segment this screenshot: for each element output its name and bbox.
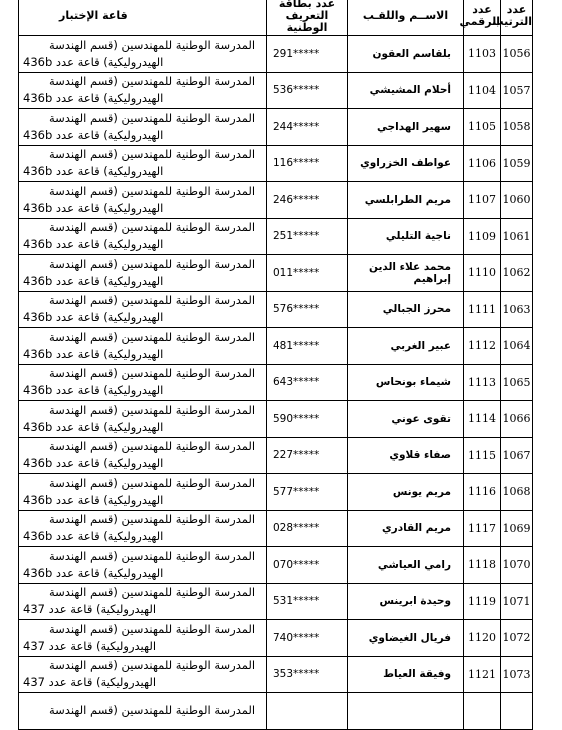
- candidate-number-cell: 1117: [464, 510, 501, 547]
- exam-hall-cell: [19, 474, 267, 511]
- exam-hall-line-1: المدرسة الوطنية للمهندسين (قسم الهندسة: [49, 402, 256, 417]
- candidate-name-cell: محمد علاء الدين إبراهيم: [348, 255, 464, 292]
- exam-hall-line-2: الهيدروليكية) قاعة عدد 436b: [23, 310, 164, 325]
- table-row: [19, 218, 533, 255]
- candidate-number-cell: 1107: [464, 182, 501, 219]
- candidate-number-cell: 1104: [464, 72, 501, 109]
- exam-hall-line-2: الهيدروليكية) قاعة عدد 436b: [23, 200, 164, 215]
- order-number-cell: 1067: [501, 437, 533, 474]
- national-id-cell: 028*****: [267, 510, 348, 547]
- candidate-name-cell: سهير الهداجي: [348, 109, 464, 146]
- candidate-number-cell: 1110: [464, 255, 501, 292]
- candidate-number-cell: 1109: [464, 218, 501, 255]
- candidate-name-cell: ناجية التليلي: [348, 218, 464, 255]
- exam-hall-cell: [19, 620, 267, 657]
- national-id-cell: 227*****: [267, 437, 348, 474]
- exam-hall-line-1: المدرسة الوطنية للمهندسين (قسم الهندسة: [49, 183, 256, 198]
- national-id-cell: 576*****: [267, 291, 348, 328]
- national-id-cell: 070*****: [267, 547, 348, 584]
- exam-hall-cell: [19, 145, 267, 182]
- exam-hall-line-1: المدرسة الوطنية للمهندسين (قسم الهندسة: [49, 512, 256, 527]
- candidates-table: [18, 0, 533, 730]
- header-national-id: [267, 0, 348, 36]
- national-id-cell: 531*****: [267, 583, 348, 620]
- national-id-cell: 251*****: [267, 218, 348, 255]
- candidate-name-cell: مريم يونس: [348, 474, 464, 511]
- table-row: [19, 255, 533, 292]
- candidate-name-cell: صفاء قلاوي: [348, 437, 464, 474]
- exam-hall-line-2: الهيدروليكية) قاعة عدد 436b: [23, 91, 164, 106]
- table-row: [19, 656, 533, 693]
- candidate-number-cell: 1121: [464, 656, 501, 693]
- exam-hall-line-2: الهيدروليكية) قاعة عدد 436b: [23, 492, 164, 507]
- candidate-number-cell: 1112: [464, 328, 501, 365]
- exam-hall-cell: [19, 656, 267, 693]
- header-national-id-line2: التعريف الوطنية: [285, 9, 329, 34]
- candidate-name-cell: رامي العياشي: [348, 547, 464, 584]
- candidate-number-cell: 1120: [464, 620, 501, 657]
- candidate-number-cell: 1119: [464, 583, 501, 620]
- exam-hall-cell: [19, 218, 267, 255]
- order-number-cell: 1066: [501, 401, 533, 438]
- order-number-cell: [501, 693, 533, 730]
- exam-hall-line-2: الهيدروليكية) قاعة عدد 436b: [23, 237, 164, 252]
- table-row: [19, 620, 533, 657]
- exam-hall-cell: [19, 401, 267, 438]
- exam-hall-cell: [19, 182, 267, 219]
- national-id-cell: 116*****: [267, 145, 348, 182]
- exam-hall-cell: [19, 510, 267, 547]
- national-id-cell: 643*****: [267, 364, 348, 401]
- table-header-row: [19, 0, 533, 36]
- exam-hall-cell: [19, 291, 267, 328]
- order-number-cell: 1070: [501, 547, 533, 584]
- exam-hall-line-1: المدرسة الوطنية للمهندسين (قسم الهندسة: [49, 147, 256, 162]
- candidate-name-cell: شيماء بونحاس: [348, 364, 464, 401]
- exam-hall-cell: [19, 547, 267, 584]
- candidate-name-cell: بلقاسم العقون: [348, 36, 464, 73]
- exam-hall-line-1: المدرسة الوطنية للمهندسين (قسم الهندسة: [49, 621, 256, 636]
- exam-hall-line-2: الهيدروليكية) قاعة عدد 436b: [23, 164, 164, 179]
- exam-hall-cell: [19, 36, 267, 73]
- header-exam-hall: قاعة الإختبار: [19, 0, 267, 36]
- national-id-cell: 011*****: [267, 255, 348, 292]
- header-candidate-number: عدد الرقمي: [464, 0, 501, 36]
- order-number-cell: 1068: [501, 474, 533, 511]
- table-row: [19, 328, 533, 365]
- exam-hall-line-2: الهيدروليكية) قاعة عدد 436b: [23, 346, 164, 361]
- exam-hall-line-2: الهيدروليكية) قاعة عدد 436b: [23, 565, 164, 580]
- table-row: [19, 693, 533, 730]
- exam-hall-cell: [19, 693, 267, 730]
- exam-hall-line-2: الهيدروليكية) قاعة عدد 436b: [23, 419, 164, 434]
- candidate-name-cell: محرز الجبالي: [348, 291, 464, 328]
- candidate-name-cell: تقوى عوني: [348, 401, 464, 438]
- exam-hall-line-1: المدرسة الوطنية للمهندسين (قسم الهندسة: [49, 110, 256, 125]
- exam-hall-cell: [19, 255, 267, 292]
- exam-hall-line-1: المدرسة الوطنية للمهندسين (قسم الهندسة: [49, 37, 256, 52]
- candidate-name-cell: [348, 693, 464, 730]
- exam-hall-cell: [19, 364, 267, 401]
- candidate-number-cell: 1105: [464, 109, 501, 146]
- order-number-cell: 1062: [501, 255, 533, 292]
- candidate-number-cell: 1116: [464, 474, 501, 511]
- exam-hall-line-1: المدرسة الوطنية للمهندسين (قسم الهندسة: [49, 658, 256, 673]
- header-order-number: عدد الترتيب: [501, 0, 533, 36]
- candidate-name-cell: أحلام المشيشي: [348, 72, 464, 109]
- candidate-name-cell: مريم القادري: [348, 510, 464, 547]
- national-id-cell: 590*****: [267, 401, 348, 438]
- table-row: [19, 401, 533, 438]
- order-number-cell: 1073: [501, 656, 533, 693]
- exam-hall-line-1: المدرسة الوطنية للمهندسين (قسم الهندسة: [49, 256, 256, 271]
- candidate-name-cell: عواطف الخزراوي: [348, 145, 464, 182]
- order-number-cell: 1059: [501, 145, 533, 182]
- table-row: [19, 145, 533, 182]
- exam-hall-cell: [19, 437, 267, 474]
- candidate-number-cell: 1111: [464, 291, 501, 328]
- exam-hall-line-2: الهيدروليكية) قاعة عدد 437: [23, 675, 157, 690]
- table-row: [19, 291, 533, 328]
- table-row: [19, 510, 533, 547]
- national-id-cell: 536*****: [267, 72, 348, 109]
- exam-hall-cell: [19, 328, 267, 365]
- order-number-cell: 1058: [501, 109, 533, 146]
- exam-hall-line-1: المدرسة الوطنية للمهندسين (قسم الهندسة: [49, 220, 256, 235]
- candidate-number-cell: 1103: [464, 36, 501, 73]
- order-number-cell: 1057: [501, 72, 533, 109]
- order-number-cell: 1065: [501, 364, 533, 401]
- exam-hall-line-1: المدرسة الوطنية للمهندسين (قسم الهندسة: [49, 548, 256, 563]
- order-number-cell: 1069: [501, 510, 533, 547]
- candidate-name-cell: مريم الطرابلسي: [348, 182, 464, 219]
- exam-hall-cell: [19, 583, 267, 620]
- candidate-number-cell: 1114: [464, 401, 501, 438]
- table-row: [19, 474, 533, 511]
- table-row: [19, 36, 533, 73]
- order-number-cell: 1064: [501, 328, 533, 365]
- candidate-number-cell: 1113: [464, 364, 501, 401]
- exam-hall-line-2: الهيدروليكية) قاعة عدد 437: [23, 638, 157, 653]
- national-id-cell: 353*****: [267, 656, 348, 693]
- candidate-number-cell: 1118: [464, 547, 501, 584]
- national-id-cell: 244*****: [267, 109, 348, 146]
- candidate-name-cell: عبير الغربي: [348, 328, 464, 365]
- order-number-cell: 1061: [501, 218, 533, 255]
- candidate-number-cell: [464, 693, 501, 730]
- candidate-name-cell: فريال الغيضاوي: [348, 620, 464, 657]
- national-id-cell: 740*****: [267, 620, 348, 657]
- exam-hall-line-2: الهيدروليكية) قاعة عدد 436b: [23, 54, 164, 69]
- exam-hall-line-1: المدرسة الوطنية للمهندسين (قسم الهندسة: [49, 439, 256, 454]
- exam-hall-cell: [19, 72, 267, 109]
- national-id-cell: 246*****: [267, 182, 348, 219]
- exam-hall-line-1: المدرسة الوطنية للمهندسين (قسم الهندسة: [49, 74, 256, 89]
- candidate-number-cell: 1106: [464, 145, 501, 182]
- national-id-cell: 291*****: [267, 36, 348, 73]
- table-row: [19, 109, 533, 146]
- order-number-cell: 1060: [501, 182, 533, 219]
- exam-hall-line-1: المدرسة الوطنية للمهندسين (قسم الهندسة: [49, 329, 256, 344]
- order-number-cell: 1063: [501, 291, 533, 328]
- order-number-cell: 1056: [501, 36, 533, 73]
- order-number-cell: 1071: [501, 583, 533, 620]
- header-full-name: الاســم واللقـب: [348, 0, 464, 36]
- table-row: [19, 583, 533, 620]
- national-id-cell: 481*****: [267, 328, 348, 365]
- exam-hall-line-1: المدرسة الوطنية للمهندسين (قسم الهندسة: [49, 366, 256, 381]
- exam-hall-line-1: المدرسة الوطنية للمهندسين (قسم الهندسة: [49, 585, 256, 600]
- national-id-cell: [267, 693, 348, 730]
- table-row: [19, 364, 533, 401]
- header-national-id-line1: عدد بطاقة: [278, 0, 336, 10]
- exam-hall-line-1: المدرسة الوطنية للمهندسين (قسم الهندسة: [49, 475, 256, 490]
- order-number-cell: 1072: [501, 620, 533, 657]
- exam-hall-line-2: الهيدروليكية) قاعة عدد 436b: [23, 529, 164, 544]
- exam-hall-line-2: الهيدروليكية) قاعة عدد 436b: [23, 383, 164, 398]
- table-row: [19, 547, 533, 584]
- exam-hall-cell: [19, 109, 267, 146]
- table-row: [19, 72, 533, 109]
- table-row: [19, 182, 533, 219]
- candidate-number-cell: 1115: [464, 437, 501, 474]
- exam-hall-line-2: الهيدروليكية) قاعة عدد 436b: [23, 456, 164, 471]
- exam-hall-line-2: الهيدروليكية) قاعة عدد 437: [23, 602, 157, 617]
- candidate-name-cell: وفيقة العياط: [348, 656, 464, 693]
- exam-hall-line-1: المدرسة الوطنية للمهندسين (قسم الهندسة: [49, 703, 256, 718]
- exam-hall-line-2: الهيدروليكية) قاعة عدد 436b: [23, 127, 164, 142]
- exam-hall-line-1: المدرسة الوطنية للمهندسين (قسم الهندسة: [49, 293, 256, 308]
- national-id-cell: 577*****: [267, 474, 348, 511]
- exam-hall-line-2: الهيدروليكية) قاعة عدد 436b: [23, 273, 164, 288]
- table-row: [19, 437, 533, 474]
- candidate-name-cell: وحيدة ابرينس: [348, 583, 464, 620]
